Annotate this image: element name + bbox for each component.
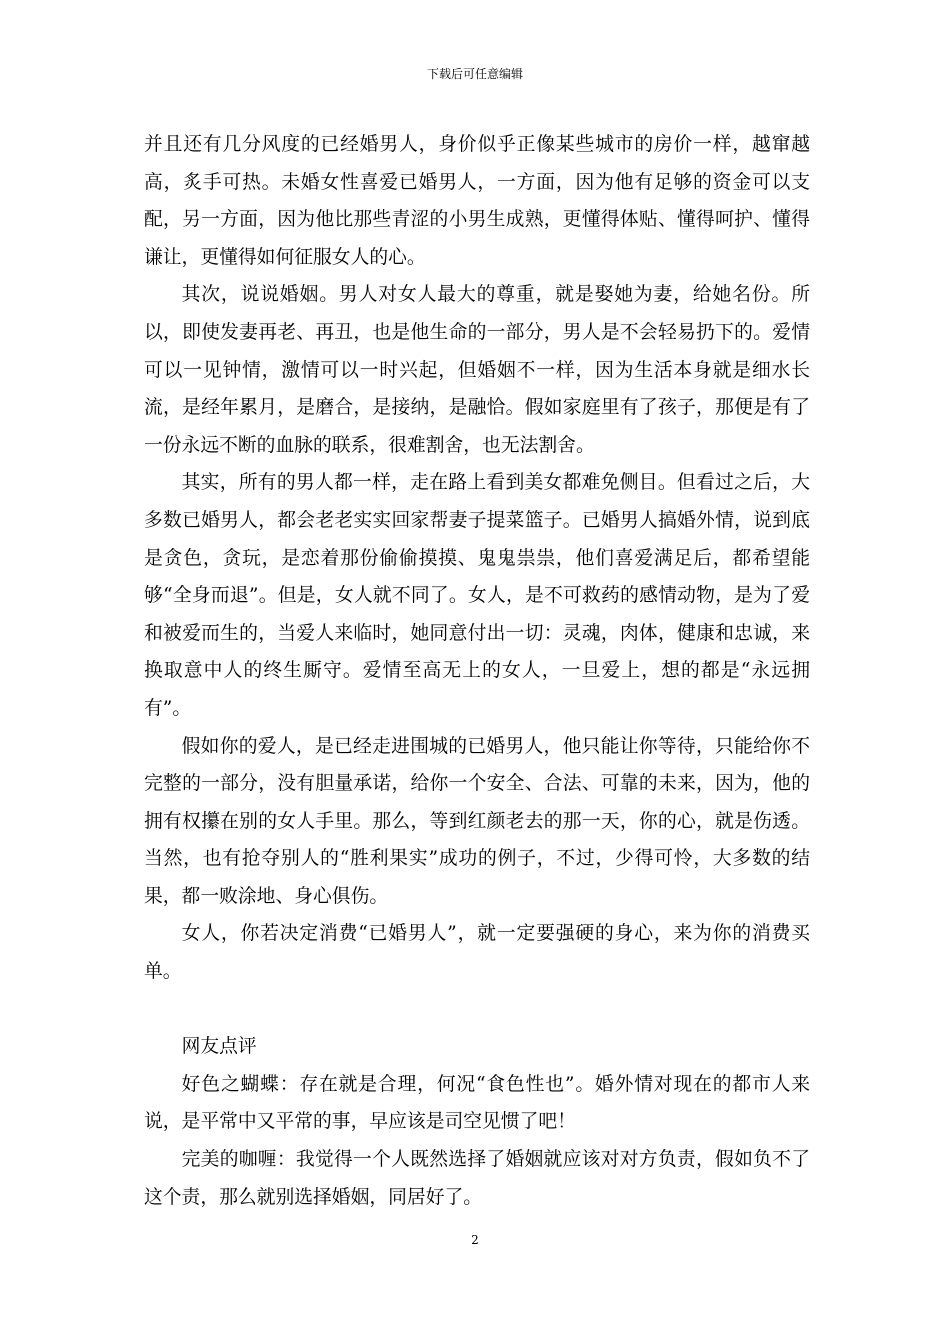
body-paragraph: 女人，你若决定消费“已婚男人”，就一定要强硬的身心，来为你的消费买单。 — [144, 923, 810, 983]
comments-heading: 网友点评 — [181, 1036, 257, 1058]
document-body — [144, 126, 810, 1216]
comment-item: 完美的咖喱：我觉得一个人既然选择了婚姻就应该对对方负责，假如负不了这个责，那么就别选择婚姻，同居好了。 — [144, 1149, 810, 1208]
body-paragraph: 其次，说说婚姻。男人对女人最大的尊重，就是娶她为妻，给她名份。所以，即使发妻再老、再丑，也是他生命的一部分，男人是不会轻易扔下的。爱情可以一见钟情，激情可以一时兴起，但婚姻不一样，因为生活本身就是细水长流，是经年累月，是磨合，是接纳，是融恰。假如家庭里有了孩子，那便是有了一份永远不断的血脉的联系，很难割舍，也无法割舍。 — [144, 284, 810, 456]
comment-item: 好色之蝴蝶：存在就是合理，何况“食色性也”。婚外情对现在的都市人来说，是平常中又平常的事，早应该是司空见惯了吧！ — [144, 1073, 810, 1133]
page-header: 下载后可任意编辑 — [426, 67, 523, 81]
body-paragraph: 假如你的爱人，是已经走进围城的已婚男人，他只能让你等待，只能给你不完整的一部分，没有胆量承诺，给你一个安全、合法、可靠的未来，因为，他的拥有权攥在别的女人手里。那么，等到红颜老去的那一天，你的心，就是伤透。当然，也有抢夺别人的“胜利果实”成功的例子，不过，少得可怜，大多数的结果，都一败涂地、身心俱伤。 — [144, 735, 810, 907]
body-paragraph: 并且还有几分风度的已经婚男人，身价似乎正像某些城市的房价一样，越窜越高，炙手可热。未婚女性喜爱已婚男人，一方面，因为他有足够的资金可以支配，另一方面，因为他比那些青涩的小男生成熟，更懂得体贴、懂得呵护、懂得谦让，更懂得如何征服女人的心。 — [144, 134, 810, 268]
body-paragraph: 其实，所有的男人都一样，走在路上看到美女都难免侧目。但看过之后，大多数已婚男人，都会老老实实回家帮妻子提菜篮子。已婚男人搞婚外情，说到底是贪色，贪玩，是恋着那份偷偷摸摸、鬼鬼祟祟，他们喜爱满足后，都希望能够“全身而退”。但是，女人就不同了。女人，是不可救药的感情动物，是为了爱和被爱而生的，当爱人来临时，她同意付出一切：灵魂，肉体，健康和忠诚，来换取意中人的终生厮守。爱情至高无上的女人，一旦爱上，想的都是“永远拥有”。 — [144, 472, 810, 719]
page-number: 2 — [471, 1233, 479, 1247]
blank-line — [144, 991, 810, 1029]
